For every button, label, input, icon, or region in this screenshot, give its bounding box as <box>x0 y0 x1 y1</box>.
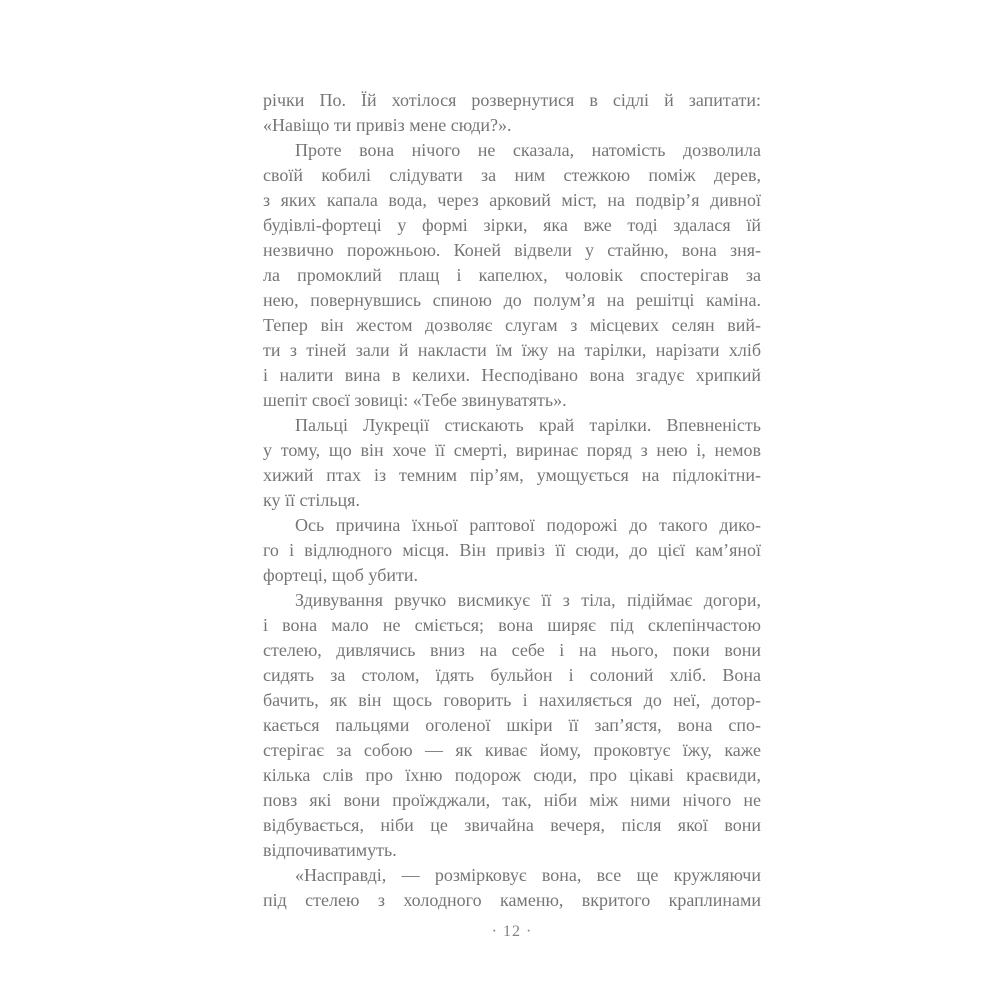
text-line: Здивування рвучко висмикує її з тіла, підіймає догори, <box>295 590 761 610</box>
text-line: фортеці, щоб убити. <box>263 565 418 585</box>
text-line: під стелею з холодного каменю, вкритого краплинами <box>263 890 761 910</box>
text-line: го і відлюдного місця. Він привіз її сюди, до цієї кам’яної <box>263 540 761 560</box>
text-line: «Насправді, — розмірковує вона, все ще кружляючи <box>295 865 761 885</box>
text-line: стерігає за собою — як киває йому, проковтує їжу, каже <box>263 740 761 760</box>
text-line: відпочиватимуть. <box>263 840 397 860</box>
text-line: ла промоклий плащ і капелюх, чоловік спостерігав за <box>263 265 761 285</box>
text-line: Проте вона нічого не сказала, натомість дозволила <box>295 140 761 160</box>
text-line: відбувається, ніби це звичайна вечеря, після якої вони <box>263 815 761 835</box>
text-line: повз які вони проїжджали, так, ніби між ними нічого не <box>263 790 761 810</box>
text-line: своїй кобилі слідувати за ним стежкою поміж дерев, <box>263 165 761 185</box>
text-line: у тому, що він хоче її смерті, виринає поряд з нею і, немов <box>263 440 761 460</box>
text-line: стелею, дивлячись вниз на себе і на нього, поки вони <box>263 640 761 660</box>
text-line: ку її стільця. <box>263 490 360 510</box>
text-line: хижий птах із темним пір’ям, умощується на підлокітни- <box>263 465 761 485</box>
text-line: Пальці Лукреції стискають край тарілки. Впевненість <box>295 415 761 435</box>
text-line: річки По. Їй хотілося розвернутися в сідлі й запитати: <box>263 90 761 110</box>
text-line: шепіт своєї зовиці: «Тебе звинуватять». <box>263 390 567 410</box>
text-line: Ось причина їхньої раптової подорожі до такого дико- <box>295 515 761 535</box>
text-line: сидять за столом, їдять бульйон і солоний хліб. Вона <box>263 665 761 685</box>
text-line: з яких капала вода, через арковий міст, на подвір’я дивної <box>263 190 761 210</box>
text-line: і налити вина в келихи. Несподівано вона згадує хрипкий <box>263 365 761 385</box>
text-line: «Навіщо ти привіз мене сюди?». <box>263 115 512 135</box>
text-block <box>263 88 761 913</box>
text-line: ти з тіней зали й накласти їм їжу на тарілки, нарізати хліб <box>263 340 761 360</box>
text-line: бачить, як він щось говорить і нахиляється до неї, дотор- <box>263 690 761 710</box>
page-number: · 12 · <box>491 923 533 940</box>
text-line: незвично порожньою. Коней відвели у стайню, вона зня- <box>263 240 761 260</box>
text-line: кілька слів про їхню подорож сюди, про цікаві краєвиди, <box>263 765 761 785</box>
text-line: будівлі-фортеці у формі зірки, яка вже тоді здалася їй <box>263 215 761 235</box>
text-line: Тепер він жестом дозволяє слугам з місцевих селян вий- <box>263 315 761 335</box>
text-line: і вона мало не сміється; вона ширяє під склепінчастою <box>263 615 761 635</box>
text-line: кається пальцями оголеної шкіри її зап’ястя, вона спо- <box>263 715 761 735</box>
text-line: нею, повернувшись спиною до полум’я на решітці каміна. <box>263 290 761 310</box>
